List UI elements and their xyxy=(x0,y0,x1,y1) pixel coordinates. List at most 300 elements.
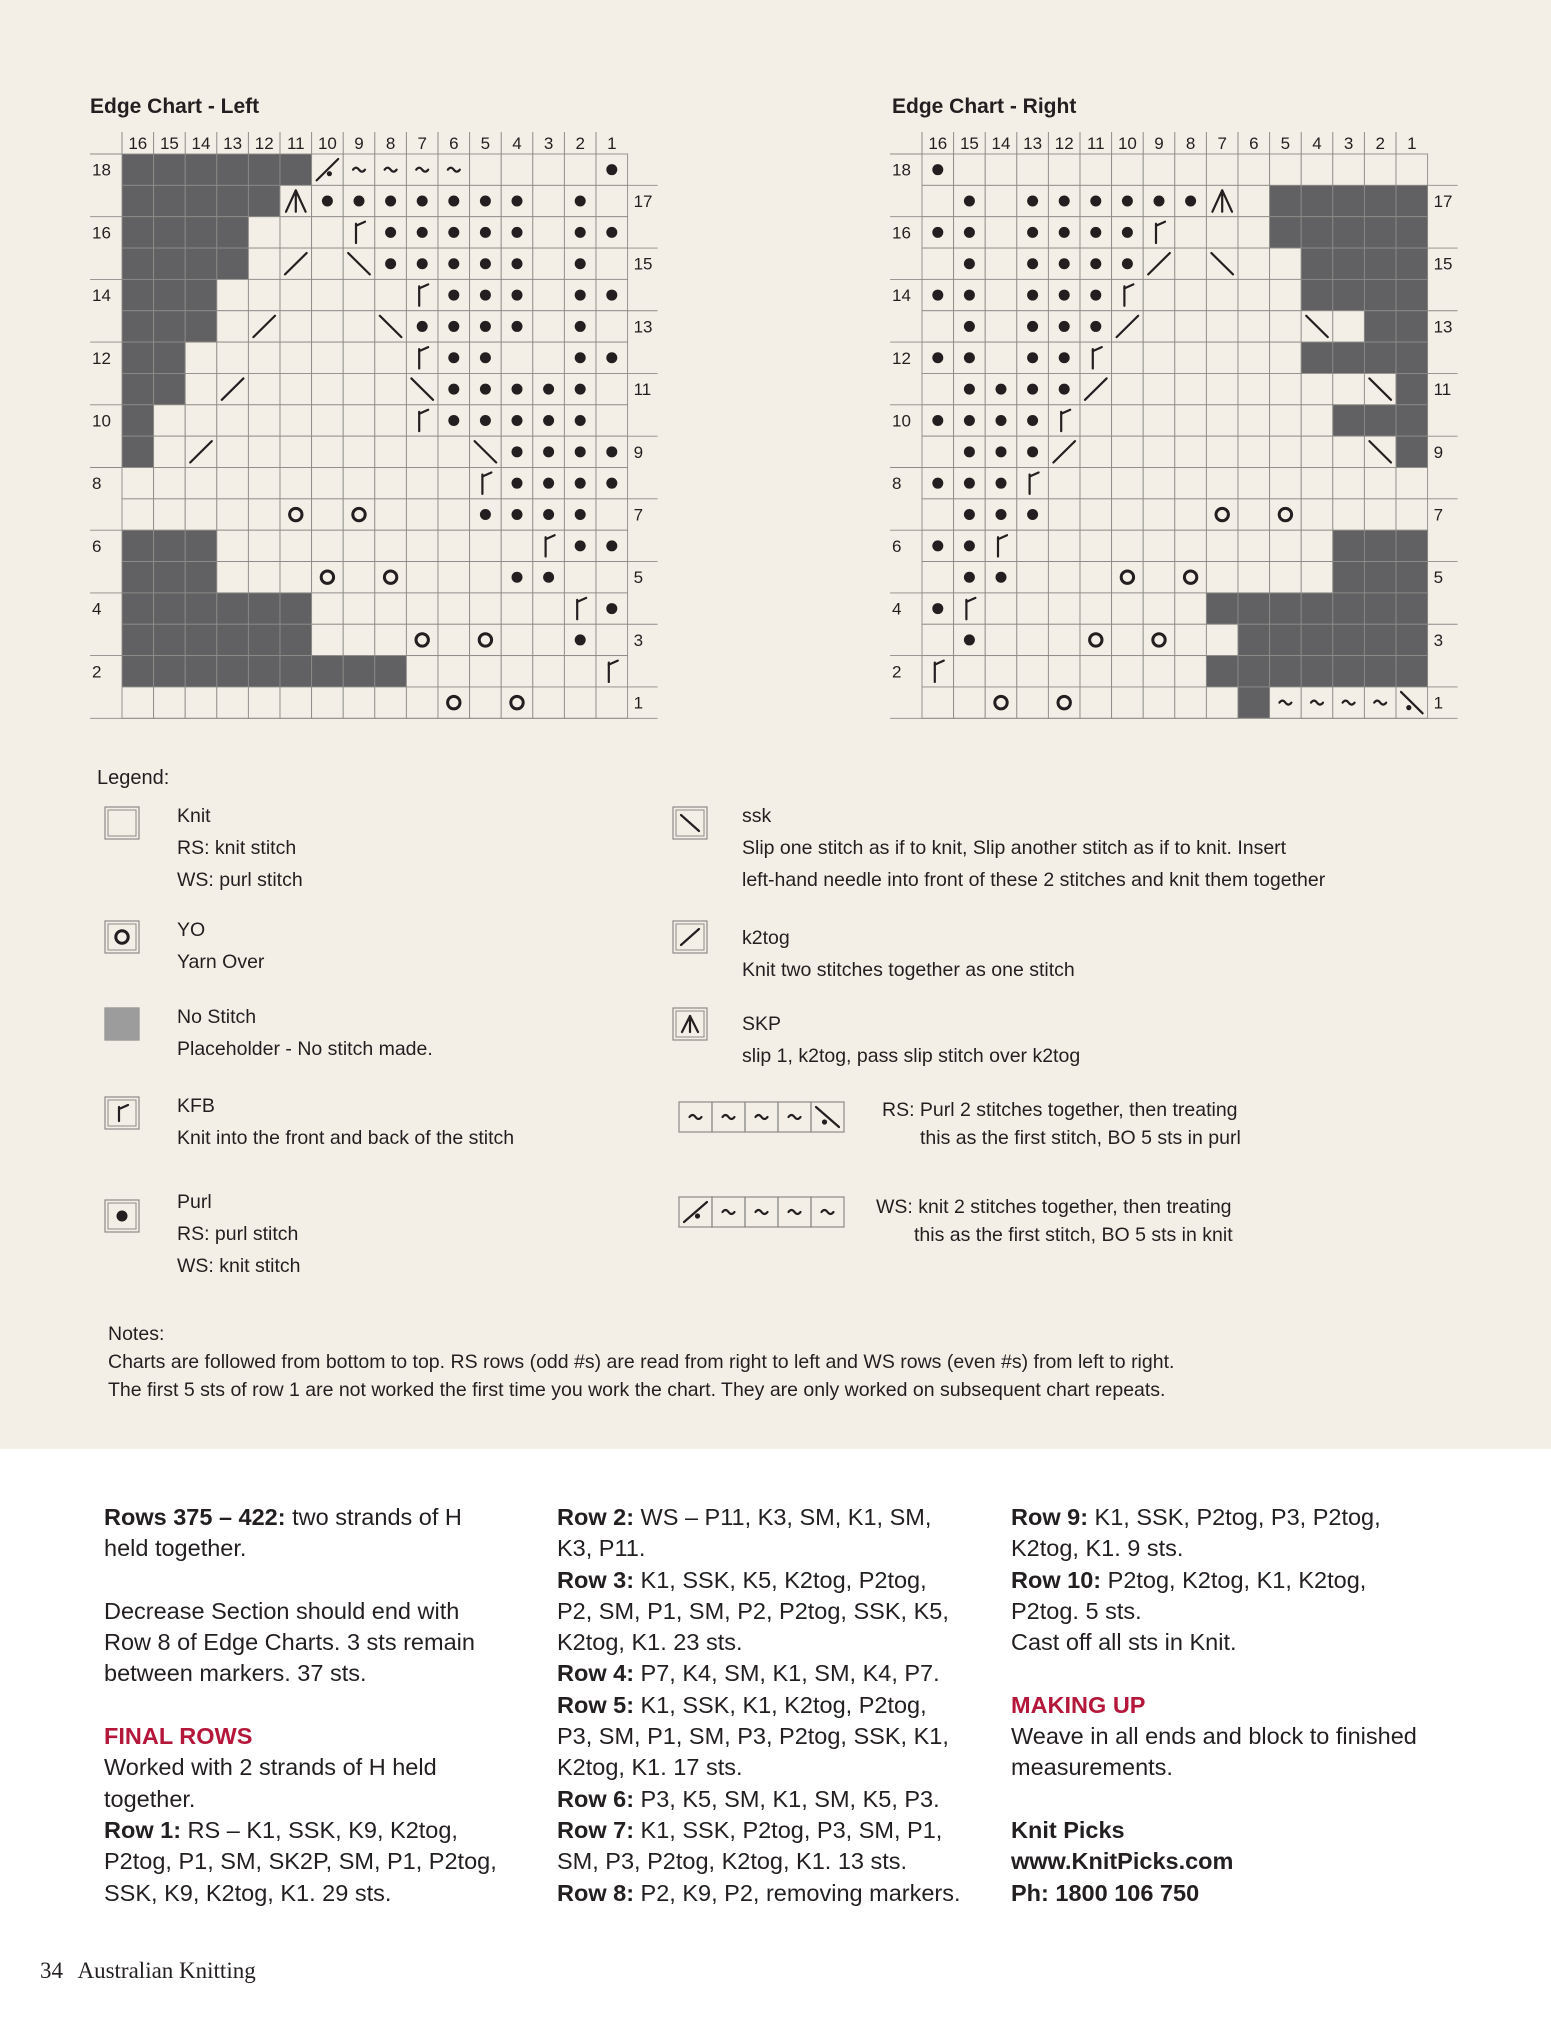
stitch-symbol xyxy=(575,290,586,301)
no-stitch-cell xyxy=(1396,436,1428,467)
legend-text: WS: purl stitch xyxy=(177,869,303,891)
row-number: 16 xyxy=(892,223,911,243)
no-stitch-cell xyxy=(122,656,154,687)
chart-cell xyxy=(533,185,565,216)
chart-cell xyxy=(312,562,344,593)
stitch-symbol xyxy=(964,572,975,583)
text-column-2 xyxy=(557,1502,961,1909)
left-chart-title: Edge Chart - Left xyxy=(90,95,260,118)
no-stitch-cell xyxy=(1364,530,1396,561)
no-stitch-cell xyxy=(1270,593,1302,624)
stitch-symbol xyxy=(964,352,975,363)
stitch-symbol xyxy=(512,290,523,301)
stitch-symbol xyxy=(512,415,523,426)
no-stitch-cell xyxy=(154,373,186,404)
no-stitch-cell xyxy=(122,342,154,373)
ssk-icon xyxy=(672,806,708,840)
no-stitch-cell xyxy=(1396,624,1428,655)
row-number: 5 xyxy=(633,568,644,588)
chart-cell xyxy=(312,405,344,436)
chart-cell xyxy=(501,593,533,624)
chart-cell xyxy=(533,656,565,687)
chart-cell xyxy=(501,687,533,718)
stitch-symbol xyxy=(964,540,975,551)
chart-cell xyxy=(312,499,344,530)
chart-cell xyxy=(438,593,470,624)
chart-cell xyxy=(406,342,438,373)
stitch-symbol xyxy=(1090,227,1101,238)
chart-cell xyxy=(1112,373,1144,404)
legend-item xyxy=(742,800,1325,896)
chart-cell xyxy=(922,436,954,467)
stitch-symbol xyxy=(1090,321,1101,332)
stitch-symbol xyxy=(1059,227,1070,238)
legend-text: Placeholder - No stitch made. xyxy=(177,1038,433,1060)
chart-cell xyxy=(1333,499,1365,530)
row-number: 2 xyxy=(892,662,902,682)
chart-cell xyxy=(1112,656,1144,687)
chart-cell xyxy=(1270,154,1302,185)
stitch-symbol xyxy=(1027,196,1038,207)
chart-cell xyxy=(1270,405,1302,436)
chart-cell xyxy=(438,624,470,655)
chart-cell xyxy=(343,687,375,718)
chart-cell xyxy=(1238,530,1270,561)
no-stitch-cell xyxy=(1333,593,1365,624)
chart-cell xyxy=(154,405,186,436)
stitch-symbol xyxy=(543,415,554,426)
chart-cell xyxy=(312,436,344,467)
row-number: 11 xyxy=(633,380,652,400)
legend-text: Knit two stitches together as one stitch xyxy=(742,959,1075,981)
chart-cell xyxy=(217,436,249,467)
chart-cell xyxy=(1143,217,1175,248)
chart-cell xyxy=(1238,436,1270,467)
no-stitch-cell xyxy=(1301,279,1333,310)
chart-cell xyxy=(248,499,280,530)
chart-cell xyxy=(985,593,1017,624)
chart-cell xyxy=(1206,499,1238,530)
chart-cell xyxy=(248,373,280,404)
chart-cell xyxy=(154,436,186,467)
chart-cell xyxy=(1048,687,1080,718)
text-line: Weave in all ends and block to finished xyxy=(1011,1723,1417,1750)
chart-cell xyxy=(1333,311,1365,342)
chart-cell xyxy=(1112,624,1144,655)
stitch-symbol xyxy=(932,164,943,175)
chart-cell xyxy=(1112,687,1144,718)
chart-cell xyxy=(1333,436,1365,467)
text-line xyxy=(104,1721,497,1752)
chart-cell xyxy=(1080,562,1112,593)
col-label: 11 xyxy=(1086,134,1105,153)
no-stitch-cell xyxy=(154,154,186,185)
chart-cell xyxy=(1080,405,1112,436)
text-line: Row 2: WS – P11, K3, SM, K1, SM, xyxy=(557,1504,932,1530)
bold-label: Row 6: xyxy=(557,1785,635,1812)
chart-cell xyxy=(248,562,280,593)
no-stitch-icon xyxy=(104,1007,140,1041)
chart-cell xyxy=(501,624,533,655)
no-stitch-cell xyxy=(154,311,186,342)
chart-cell xyxy=(501,530,533,561)
chart-cell xyxy=(1143,624,1175,655)
chart-cell xyxy=(217,687,249,718)
spacer xyxy=(1011,1784,1417,1815)
chart-cell xyxy=(280,405,312,436)
no-stitch-cell xyxy=(1333,279,1365,310)
stitch-symbol xyxy=(448,227,459,238)
stitch-symbol xyxy=(385,196,396,207)
row-number: 3 xyxy=(1433,630,1444,650)
no-stitch-cell xyxy=(1333,342,1365,373)
stitch-symbol xyxy=(575,634,586,645)
chart-cell xyxy=(1270,530,1302,561)
stitch-symbol xyxy=(964,634,975,645)
chart-cell xyxy=(1270,248,1302,279)
chart-cell xyxy=(922,656,954,687)
chart-cell xyxy=(1301,468,1333,499)
no-stitch-cell xyxy=(248,593,280,624)
chart-cell xyxy=(217,342,249,373)
chart-cell xyxy=(1143,499,1175,530)
chart-cell xyxy=(985,530,1017,561)
stitch-symbol xyxy=(480,509,491,520)
text-line: Row 1: RS – K1, SSK, K9, K2tog, xyxy=(104,1816,458,1843)
stitch-symbol xyxy=(385,227,396,238)
text-line xyxy=(1011,1878,1417,1909)
chart-cell xyxy=(343,562,375,593)
stitch-symbol xyxy=(575,540,586,551)
stitch-symbol xyxy=(575,384,586,395)
bold-label: Ph: 1800 106 750 xyxy=(1011,1879,1200,1906)
notes-title: Notes: xyxy=(108,1323,165,1345)
no-stitch-cell xyxy=(154,562,186,593)
row-number: 1 xyxy=(1433,693,1444,713)
chart-cell xyxy=(501,342,533,373)
right-chart-title: Edge Chart - Right xyxy=(892,95,1077,118)
no-stitch-cell xyxy=(1301,185,1333,216)
chart-cell xyxy=(1238,185,1270,216)
chart-cell xyxy=(1206,311,1238,342)
chart-cell xyxy=(470,154,502,185)
stitch-symbol xyxy=(1027,290,1038,301)
chart-cell xyxy=(1143,436,1175,467)
chart-cell xyxy=(154,687,186,718)
chart-cell xyxy=(596,624,628,655)
row-number: 13 xyxy=(1433,317,1453,337)
chart-cell xyxy=(1301,154,1333,185)
chart-cell xyxy=(1017,562,1049,593)
col-label: 3 xyxy=(1343,134,1354,153)
chart-cell xyxy=(122,687,154,718)
spacer xyxy=(104,1565,497,1596)
stitch-symbol xyxy=(417,321,428,332)
legend-text: Slip one stitch as if to knit, Slip another stitch as if to knit. Insert xyxy=(742,837,1287,859)
chart-cell xyxy=(1238,279,1270,310)
chart-cell xyxy=(1206,405,1238,436)
chart-cell xyxy=(596,248,628,279)
chart-cell xyxy=(312,593,344,624)
chart-cell xyxy=(922,311,954,342)
row-number: 3 xyxy=(633,630,644,650)
col-label: 5 xyxy=(480,134,491,153)
chart-cell xyxy=(985,342,1017,373)
col-label: 9 xyxy=(1154,134,1164,153)
text-column-3 xyxy=(1011,1502,1417,1909)
section-heading: FINAL ROWS xyxy=(104,1723,253,1750)
chart-cell xyxy=(1112,530,1144,561)
chart-cell xyxy=(375,373,407,404)
chart-cell xyxy=(1048,468,1080,499)
stitch-symbol xyxy=(1122,227,1133,238)
chart-cell xyxy=(1238,154,1270,185)
chart-cell xyxy=(533,279,565,310)
chart-cell xyxy=(1175,279,1207,310)
no-stitch-cell xyxy=(1270,185,1302,216)
chart-cell xyxy=(1080,436,1112,467)
chart-cell xyxy=(1143,687,1175,718)
row-number: 6 xyxy=(892,536,902,556)
no-stitch-cell xyxy=(1333,248,1365,279)
no-stitch-cell xyxy=(185,311,217,342)
legend-item xyxy=(742,1008,1080,1072)
legend-item xyxy=(882,1096,1241,1152)
chart-cell xyxy=(922,248,954,279)
text-line: held together. xyxy=(104,1535,247,1562)
text-line: Row 9: K1, SSK, P2tog, P3, P2tog, xyxy=(1011,1504,1381,1530)
chart-cell xyxy=(596,656,628,687)
chart-cell xyxy=(312,468,344,499)
chart-cell xyxy=(1206,687,1238,718)
stitch-symbol xyxy=(480,384,491,395)
stitch-symbol xyxy=(606,603,617,614)
no-stitch-cell xyxy=(185,279,217,310)
stitch-symbol xyxy=(448,258,459,269)
no-stitch-cell xyxy=(1364,593,1396,624)
stitch-symbol xyxy=(480,290,491,301)
chart-cell xyxy=(501,656,533,687)
text-line: K2tog, K1. 23 sts. xyxy=(557,1629,743,1656)
chart-cell xyxy=(1143,468,1175,499)
chart-cell xyxy=(985,217,1017,248)
no-stitch-cell xyxy=(248,154,280,185)
no-stitch-cell xyxy=(1301,593,1333,624)
chart-cell xyxy=(343,373,375,404)
chart-cell xyxy=(406,593,438,624)
row-number: 15 xyxy=(633,254,653,274)
chart-cell xyxy=(1017,687,1049,718)
chart-cell xyxy=(375,624,407,655)
no-stitch-cell xyxy=(280,154,312,185)
chart-cell xyxy=(312,279,344,310)
chart-cell xyxy=(922,499,954,530)
publication-name: Australian Knitting xyxy=(77,1958,256,1983)
col-label: 2 xyxy=(1375,134,1385,153)
stitch-symbol xyxy=(932,603,943,614)
no-stitch-cell xyxy=(154,185,186,216)
chart-cell xyxy=(406,405,438,436)
bold-label: Row 9: xyxy=(1011,1504,1089,1530)
stitch-symbol xyxy=(543,478,554,489)
no-stitch-cell xyxy=(1364,185,1396,216)
stitch-symbol xyxy=(575,227,586,238)
chart-cell xyxy=(533,154,565,185)
bold-label: Row 8: xyxy=(557,1879,635,1906)
stitch-symbol xyxy=(512,258,523,269)
no-stitch-cell xyxy=(248,656,280,687)
stitch-symbol xyxy=(448,321,459,332)
stitch-symbol xyxy=(1027,321,1038,332)
col-label: 10 xyxy=(317,134,337,153)
no-stitch-cell xyxy=(280,656,312,687)
text-line: Worked with 2 strands of H held xyxy=(104,1754,437,1781)
stitch-symbol xyxy=(964,227,975,238)
stitch-symbol xyxy=(1090,258,1101,269)
no-stitch-cell xyxy=(122,405,154,436)
bold-label: Rows 375 – 422: xyxy=(104,1504,286,1530)
chart-cell xyxy=(1080,687,1112,718)
stitch-symbol xyxy=(1027,384,1038,395)
chart-cell xyxy=(343,530,375,561)
chart-cell xyxy=(343,499,375,530)
chart-cell xyxy=(533,593,565,624)
chart-cell xyxy=(185,405,217,436)
chart-cell xyxy=(343,593,375,624)
chart-cell xyxy=(1175,499,1207,530)
chart-cell xyxy=(217,311,249,342)
no-stitch-cell xyxy=(217,593,249,624)
row-number: 12 xyxy=(92,348,111,368)
chart-cell xyxy=(280,436,312,467)
text-line: Decrease Section should end with xyxy=(104,1597,460,1624)
chart-cell xyxy=(1143,311,1175,342)
legend-text: this as the first stitch, BO 5 sts in purl xyxy=(920,1127,1241,1149)
no-stitch-cell xyxy=(1333,530,1365,561)
chart-cell xyxy=(1080,593,1112,624)
legend-text: RS: purl stitch xyxy=(177,1223,299,1245)
chart-cell xyxy=(533,217,565,248)
chart-cell xyxy=(217,499,249,530)
chart-cell xyxy=(533,248,565,279)
chart-cell xyxy=(185,468,217,499)
no-stitch-cell xyxy=(312,656,344,687)
chart-cell xyxy=(1333,154,1365,185)
chart-cell xyxy=(406,687,438,718)
chart-cell xyxy=(1238,499,1270,530)
col-label: 14 xyxy=(991,134,1011,153)
chart-cell xyxy=(922,373,954,404)
col-label: 15 xyxy=(159,134,179,153)
no-stitch-cell xyxy=(1238,656,1270,687)
legend-text: ssk xyxy=(742,805,772,827)
chart-cell xyxy=(438,656,470,687)
chart-cell xyxy=(1143,279,1175,310)
row-number: 18 xyxy=(892,160,911,180)
chart-cell xyxy=(1048,656,1080,687)
bold-label: www.KnitPicks.com xyxy=(1011,1848,1234,1875)
stitch-symbol xyxy=(964,290,975,301)
kfb-icon xyxy=(104,1096,140,1130)
text-line: K3, P11. xyxy=(557,1535,646,1562)
stitch-symbol xyxy=(448,415,459,426)
col-label: 16 xyxy=(928,134,948,153)
chart-cell xyxy=(1175,154,1207,185)
chart-cell xyxy=(1238,311,1270,342)
chart-cell xyxy=(1270,279,1302,310)
chart-cell xyxy=(406,530,438,561)
chart-cell xyxy=(501,154,533,185)
chart-cell xyxy=(406,624,438,655)
bold-label: Row 2: xyxy=(557,1504,635,1530)
no-stitch-cell xyxy=(1364,562,1396,593)
no-stitch-cell xyxy=(1396,562,1428,593)
col-label: 2 xyxy=(575,134,585,153)
no-stitch-cell xyxy=(217,656,249,687)
no-stitch-cell xyxy=(1301,624,1333,655)
chart-cell xyxy=(1080,154,1112,185)
chart-cell xyxy=(985,311,1017,342)
chart-cell xyxy=(1301,499,1333,530)
text-line: Row 8 of Edge Charts. 3 sts remain xyxy=(104,1629,475,1656)
chart-cell xyxy=(1112,593,1144,624)
no-stitch-cell xyxy=(1301,217,1333,248)
row-number: 4 xyxy=(892,599,902,619)
legend-item xyxy=(742,922,1075,986)
no-stitch-cell xyxy=(217,185,249,216)
chart-cell xyxy=(470,562,502,593)
chart-cell xyxy=(470,468,502,499)
chart-cell xyxy=(1238,562,1270,593)
chart-cell xyxy=(1238,373,1270,404)
chart-cell xyxy=(954,656,986,687)
no-stitch-cell xyxy=(154,248,186,279)
chart-cell xyxy=(343,311,375,342)
spacer xyxy=(104,1690,497,1721)
chart-cell xyxy=(406,562,438,593)
stitch-symbol xyxy=(932,227,943,238)
no-stitch-cell xyxy=(343,656,375,687)
chart-cell xyxy=(312,624,344,655)
stitch-symbol xyxy=(480,258,491,269)
chart-cell xyxy=(1301,562,1333,593)
legend-text: Yarn Over xyxy=(177,951,265,973)
stitch-symbol xyxy=(417,227,428,238)
no-stitch-cell xyxy=(1206,593,1238,624)
chart-cell xyxy=(1301,405,1333,436)
stitch-symbol xyxy=(575,196,586,207)
no-stitch-cell xyxy=(1396,217,1428,248)
text-line: P2tog, P1, SM, SK2P, SM, P1, P2tog, xyxy=(104,1848,497,1875)
chart-cell xyxy=(1396,154,1428,185)
chart-cell xyxy=(1112,342,1144,373)
no-stitch-cell xyxy=(1301,342,1333,373)
stitch-symbol xyxy=(448,290,459,301)
chart-cell xyxy=(1206,279,1238,310)
chart-cell xyxy=(1206,373,1238,404)
text-line: Cast off all sts in Knit. xyxy=(1011,1629,1237,1656)
chart-cell xyxy=(1270,311,1302,342)
col-label: 12 xyxy=(254,134,274,153)
stitch-symbol xyxy=(996,572,1007,583)
chart-cell xyxy=(1364,154,1396,185)
stitch-symbol xyxy=(448,352,459,363)
chart-cell xyxy=(343,436,375,467)
chart-cell xyxy=(280,311,312,342)
chart-cell xyxy=(312,373,344,404)
row-number: 14 xyxy=(92,286,111,306)
chart-cell xyxy=(248,687,280,718)
